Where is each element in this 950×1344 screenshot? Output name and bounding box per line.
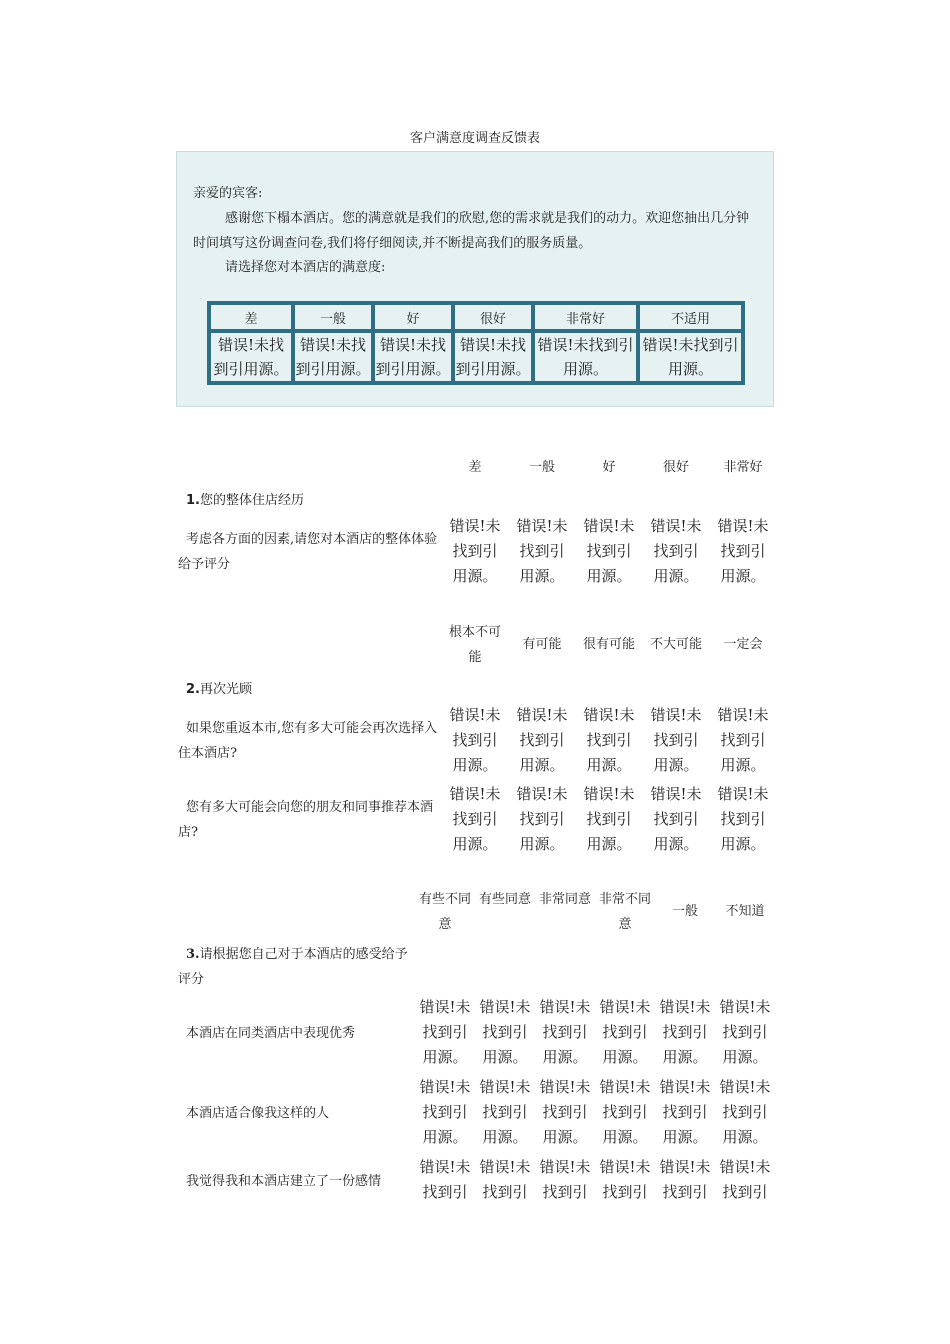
s2-option[interactable]: 错误!未找到引用源。 xyxy=(717,706,769,774)
s2-option[interactable]: 错误!未找到引用源。 xyxy=(516,706,568,774)
s2-question-1: 如果您重返本市,您有多大可能会再次选择入住本酒店? xyxy=(178,721,438,761)
s1-question: 考虑各方面的因素,请您对本酒店的整体体验给予评分 xyxy=(178,532,438,572)
s3-header: 不知道 xyxy=(725,904,765,919)
scale-cell[interactable]: 错误!未找到引用源。 xyxy=(293,331,373,383)
greeting: 亲爱的宾客: xyxy=(193,186,263,201)
s3-option[interactable]: 错误!未找到引 xyxy=(479,1158,531,1201)
section2-title: 再次光顾 xyxy=(199,682,252,697)
s3-option[interactable]: 错误!未找到引用源。 xyxy=(599,998,651,1066)
section3-number: 3. xyxy=(186,947,200,962)
s1-header: 很好 xyxy=(662,460,689,475)
section3-title: 请根据您自己对于本酒店的感受给予评分 xyxy=(178,947,408,987)
section2-heading xyxy=(186,678,252,697)
scale-cell[interactable]: 错误!未找到引用源。 xyxy=(453,331,533,383)
s3-option[interactable]: 错误!未找到引用源。 xyxy=(419,1078,471,1146)
s1-option[interactable]: 错误!未找到引用源。 xyxy=(449,517,501,585)
s3-option[interactable]: 错误!未找到引 xyxy=(659,1158,711,1201)
scale-cell[interactable]: 错误!未找到引用源。 xyxy=(638,331,743,383)
s3-option[interactable]: 错误!未找到引用源。 xyxy=(719,1078,771,1146)
s2-option[interactable]: 错误!未找到引用源。 xyxy=(449,706,501,774)
section3-heading xyxy=(178,942,410,992)
s2-header: 很有可能 xyxy=(582,637,635,652)
s3-option[interactable]: 错误!未找到引用源。 xyxy=(479,998,531,1066)
s1-header: 一般 xyxy=(528,460,555,475)
scale-cell[interactable]: 错误!未找到引用源。 xyxy=(209,331,293,383)
s3-option[interactable]: 错误!未找到引用源。 xyxy=(599,1078,651,1146)
s3-question-3: 我觉得我和本酒店建立了一份感情 xyxy=(186,1174,382,1189)
s3-option[interactable]: 错误!未找到引用源。 xyxy=(659,998,711,1066)
s3-option[interactable]: 错误!未找到引用源。 xyxy=(419,998,471,1066)
satisfaction-scale-table xyxy=(207,301,745,385)
s3-header: 有些同意 xyxy=(479,892,532,907)
s1-header: 非常好 xyxy=(723,460,763,475)
s3-option[interactable]: 错误!未找到引用源。 xyxy=(479,1078,531,1146)
scale-header: 不适用 xyxy=(638,303,743,331)
section1-title: 您的整体住店经历 xyxy=(199,493,304,508)
s2-header: 根本不可能 xyxy=(448,625,501,665)
s3-question-2: 本酒店适合像我这样的人 xyxy=(186,1106,330,1121)
scale-header: 一般 xyxy=(293,303,373,331)
s2-option[interactable]: 错误!未找到引用源。 xyxy=(516,785,568,853)
section1-heading xyxy=(186,489,304,508)
s3-header: 一般 xyxy=(671,904,698,919)
scale-cell[interactable]: 错误!未找到引用源。 xyxy=(373,331,453,383)
s2-option[interactable]: 错误!未找到引用源。 xyxy=(650,706,702,774)
s3-option[interactable]: 错误!未找到引 xyxy=(599,1158,651,1201)
s2-question-2: 您有多大可能会向您的朋友和同事推荐本酒店? xyxy=(178,800,434,840)
s1-option[interactable]: 错误!未找到引用源。 xyxy=(650,517,702,585)
section1-number: 1. xyxy=(186,493,200,508)
s2-header: 不大可能 xyxy=(649,637,702,652)
s3-option[interactable]: 错误!未找到引用源。 xyxy=(539,1078,591,1146)
s2-option[interactable]: 错误!未找到引用源。 xyxy=(583,785,635,853)
s3-option[interactable]: 错误!未找到引 xyxy=(419,1158,471,1201)
intro-paragraph: 感谢您下榻本酒店。您的满意就是我们的欣慰,您的需求就是我们的动力。欢迎您抽出几分钟时间填写这份调查问卷,我们将仔细阅读,并不断提高我们的服务质量。 xyxy=(193,211,750,251)
scale-header: 差 xyxy=(209,303,293,331)
scale-header: 好 xyxy=(373,303,453,331)
scale-header: 很好 xyxy=(453,303,533,331)
s2-option[interactable]: 错误!未找到引用源。 xyxy=(449,785,501,853)
s1-option[interactable]: 错误!未找到引用源。 xyxy=(717,517,769,585)
intro-panel xyxy=(176,151,774,407)
s3-header: 非常同意 xyxy=(539,892,592,907)
s3-option[interactable]: 错误!未找到引 xyxy=(719,1158,771,1201)
s3-option[interactable]: 错误!未找到引用源。 xyxy=(659,1078,711,1146)
s3-header: 非常不同意 xyxy=(599,892,652,932)
s2-option[interactable]: 错误!未找到引用源。 xyxy=(583,706,635,774)
s1-header: 差 xyxy=(468,460,482,475)
s3-question-1: 本酒店在同类酒店中表现优秀 xyxy=(186,1026,356,1041)
s2-option[interactable]: 错误!未找到引用源。 xyxy=(650,785,702,853)
s1-header: 好 xyxy=(602,460,616,475)
satisfaction-prompt: 请选择您对本酒店的满意度: xyxy=(225,260,386,275)
s2-header: 一定会 xyxy=(723,637,763,652)
page-title: 客户满意度调查反馈表 xyxy=(409,131,540,146)
s2-option[interactable]: 错误!未找到引用源。 xyxy=(717,785,769,853)
scale-header: 非常好 xyxy=(533,303,638,331)
s1-option[interactable]: 错误!未找到引用源。 xyxy=(516,517,568,585)
s3-option[interactable]: 错误!未找到引用源。 xyxy=(539,998,591,1066)
s2-header: 有可能 xyxy=(522,637,562,652)
scale-cell[interactable]: 错误!未找到引用源。 xyxy=(533,331,638,383)
s3-option[interactable]: 错误!未找到引用源。 xyxy=(719,998,771,1066)
s1-option[interactable]: 错误!未找到引用源。 xyxy=(583,517,635,585)
section2-number: 2. xyxy=(186,682,200,697)
s3-option[interactable]: 错误!未找到引 xyxy=(539,1158,591,1201)
s3-header: 有些不同意 xyxy=(419,892,472,932)
